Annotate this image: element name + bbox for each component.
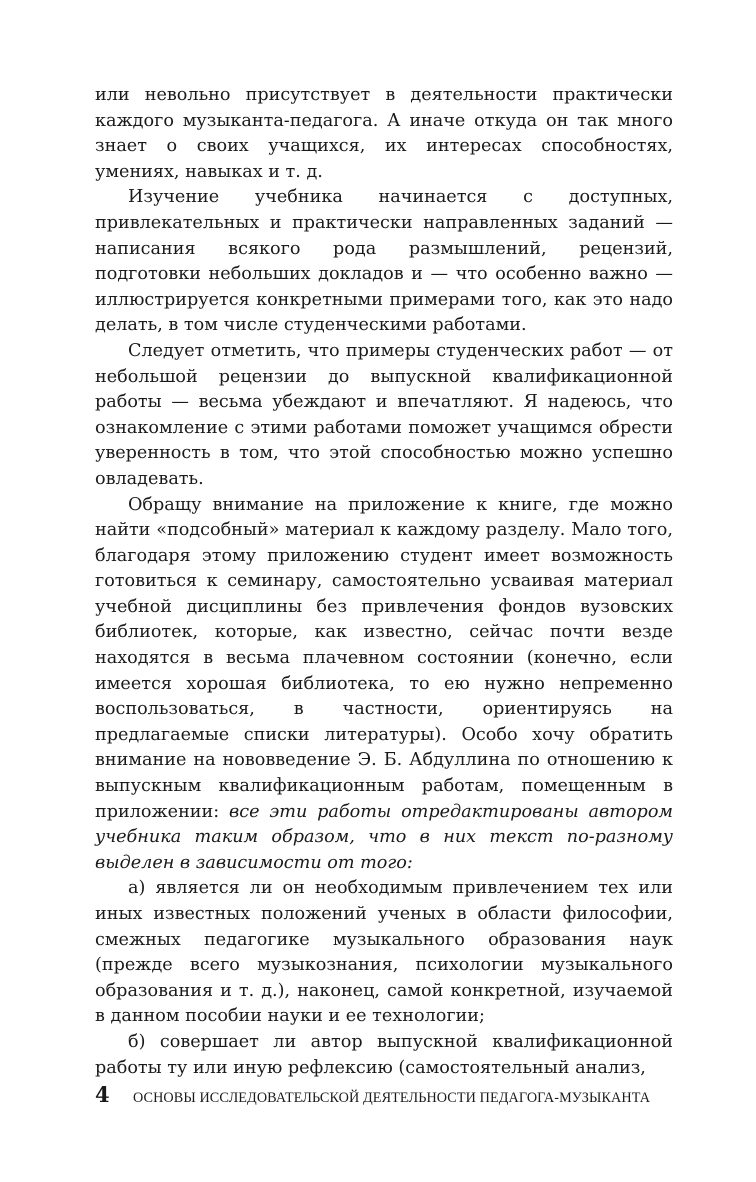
paragraph-continuation: или невольно присутствует в деятельности практически каждого музыканта-педагога. А иначе откуда он так много знает о своих учащихся, их интересах способностях, умениях, навыках и т. д. [95,85,673,182]
paragraph-student-works: Следует отметить, что примеры студенческих работ — от небольшой рецензии до выпускной квалификационной работы — весьма убеждают и впечатляют. Я надеюсь, что ознакомление с этими работами поможет учащимся обрести уверенность в том, что этой способностью можно успешно овладевать. [95,340,673,489]
appendix-text: Обращу внимание на приложение к книге, где можно найти «подсобный» материал к каждому разделу. Мало того, благодаря этому приложению студент имеет возможность готовиться к семинару, самостоятельно усваивая материал учебной дисциплины без привлечения фондов вузовских библиотек, которые, как известно, сейчас почти везде находятся в весьма плачевном состоянии (конечно, если имеется хорошая библиотека, то ею нужно непременно воспользоваться, в частности, ориентируясь на предлагаемые списки литературы). Особо хочу обратить внимание на нововведение Э. Б. Абдуллина по отношению к выпускным квалификационным работам, помещенным в приложении: [95,494,673,822]
body-text [95,83,673,1081]
appendix-italic-text: все эти работы отредактированы автором учебника таким образом, что в них текст по-разному выделен в зависимости от того: [95,801,673,873]
paragraph-appendix [95,493,673,877]
running-title: ОСНОВЫ ИССЛЕДОВАТЕЛЬСКОЙ ДЕЯТЕЛЬНОСТИ ПЕДАГОГА-МУЗЫКАНТА [133,1090,651,1106]
list-item-b: б) совершает ли автор выпускной квалификационной работы ту или иную рефлексию (самостоятельный анализ, [95,1031,673,1078]
page-number: 4 [95,1082,110,1107]
paragraph-textbook-study: Изучение учебника начинается с доступных, привлекательных и практически направленных заданий — написания всякого рода размышлений, рецензий, подготовки небольших докладов и — что особенно важно — иллюстрируется конкретными примерами того, как это надо делать, в том числе студенческими работами. [95,187,673,336]
list-item-a: а) является ли он необходимым привлечением тех или иных известных положений ученых в области философии, смежных педагогике музыкального образования наук (прежде всего музыкознания, психологии музыкального образования и т. д.), наконец, самой конкретной, изучаемой в данном пособии науки и ее технологии; [95,878,673,1027]
page-footer [95,1082,673,1107]
